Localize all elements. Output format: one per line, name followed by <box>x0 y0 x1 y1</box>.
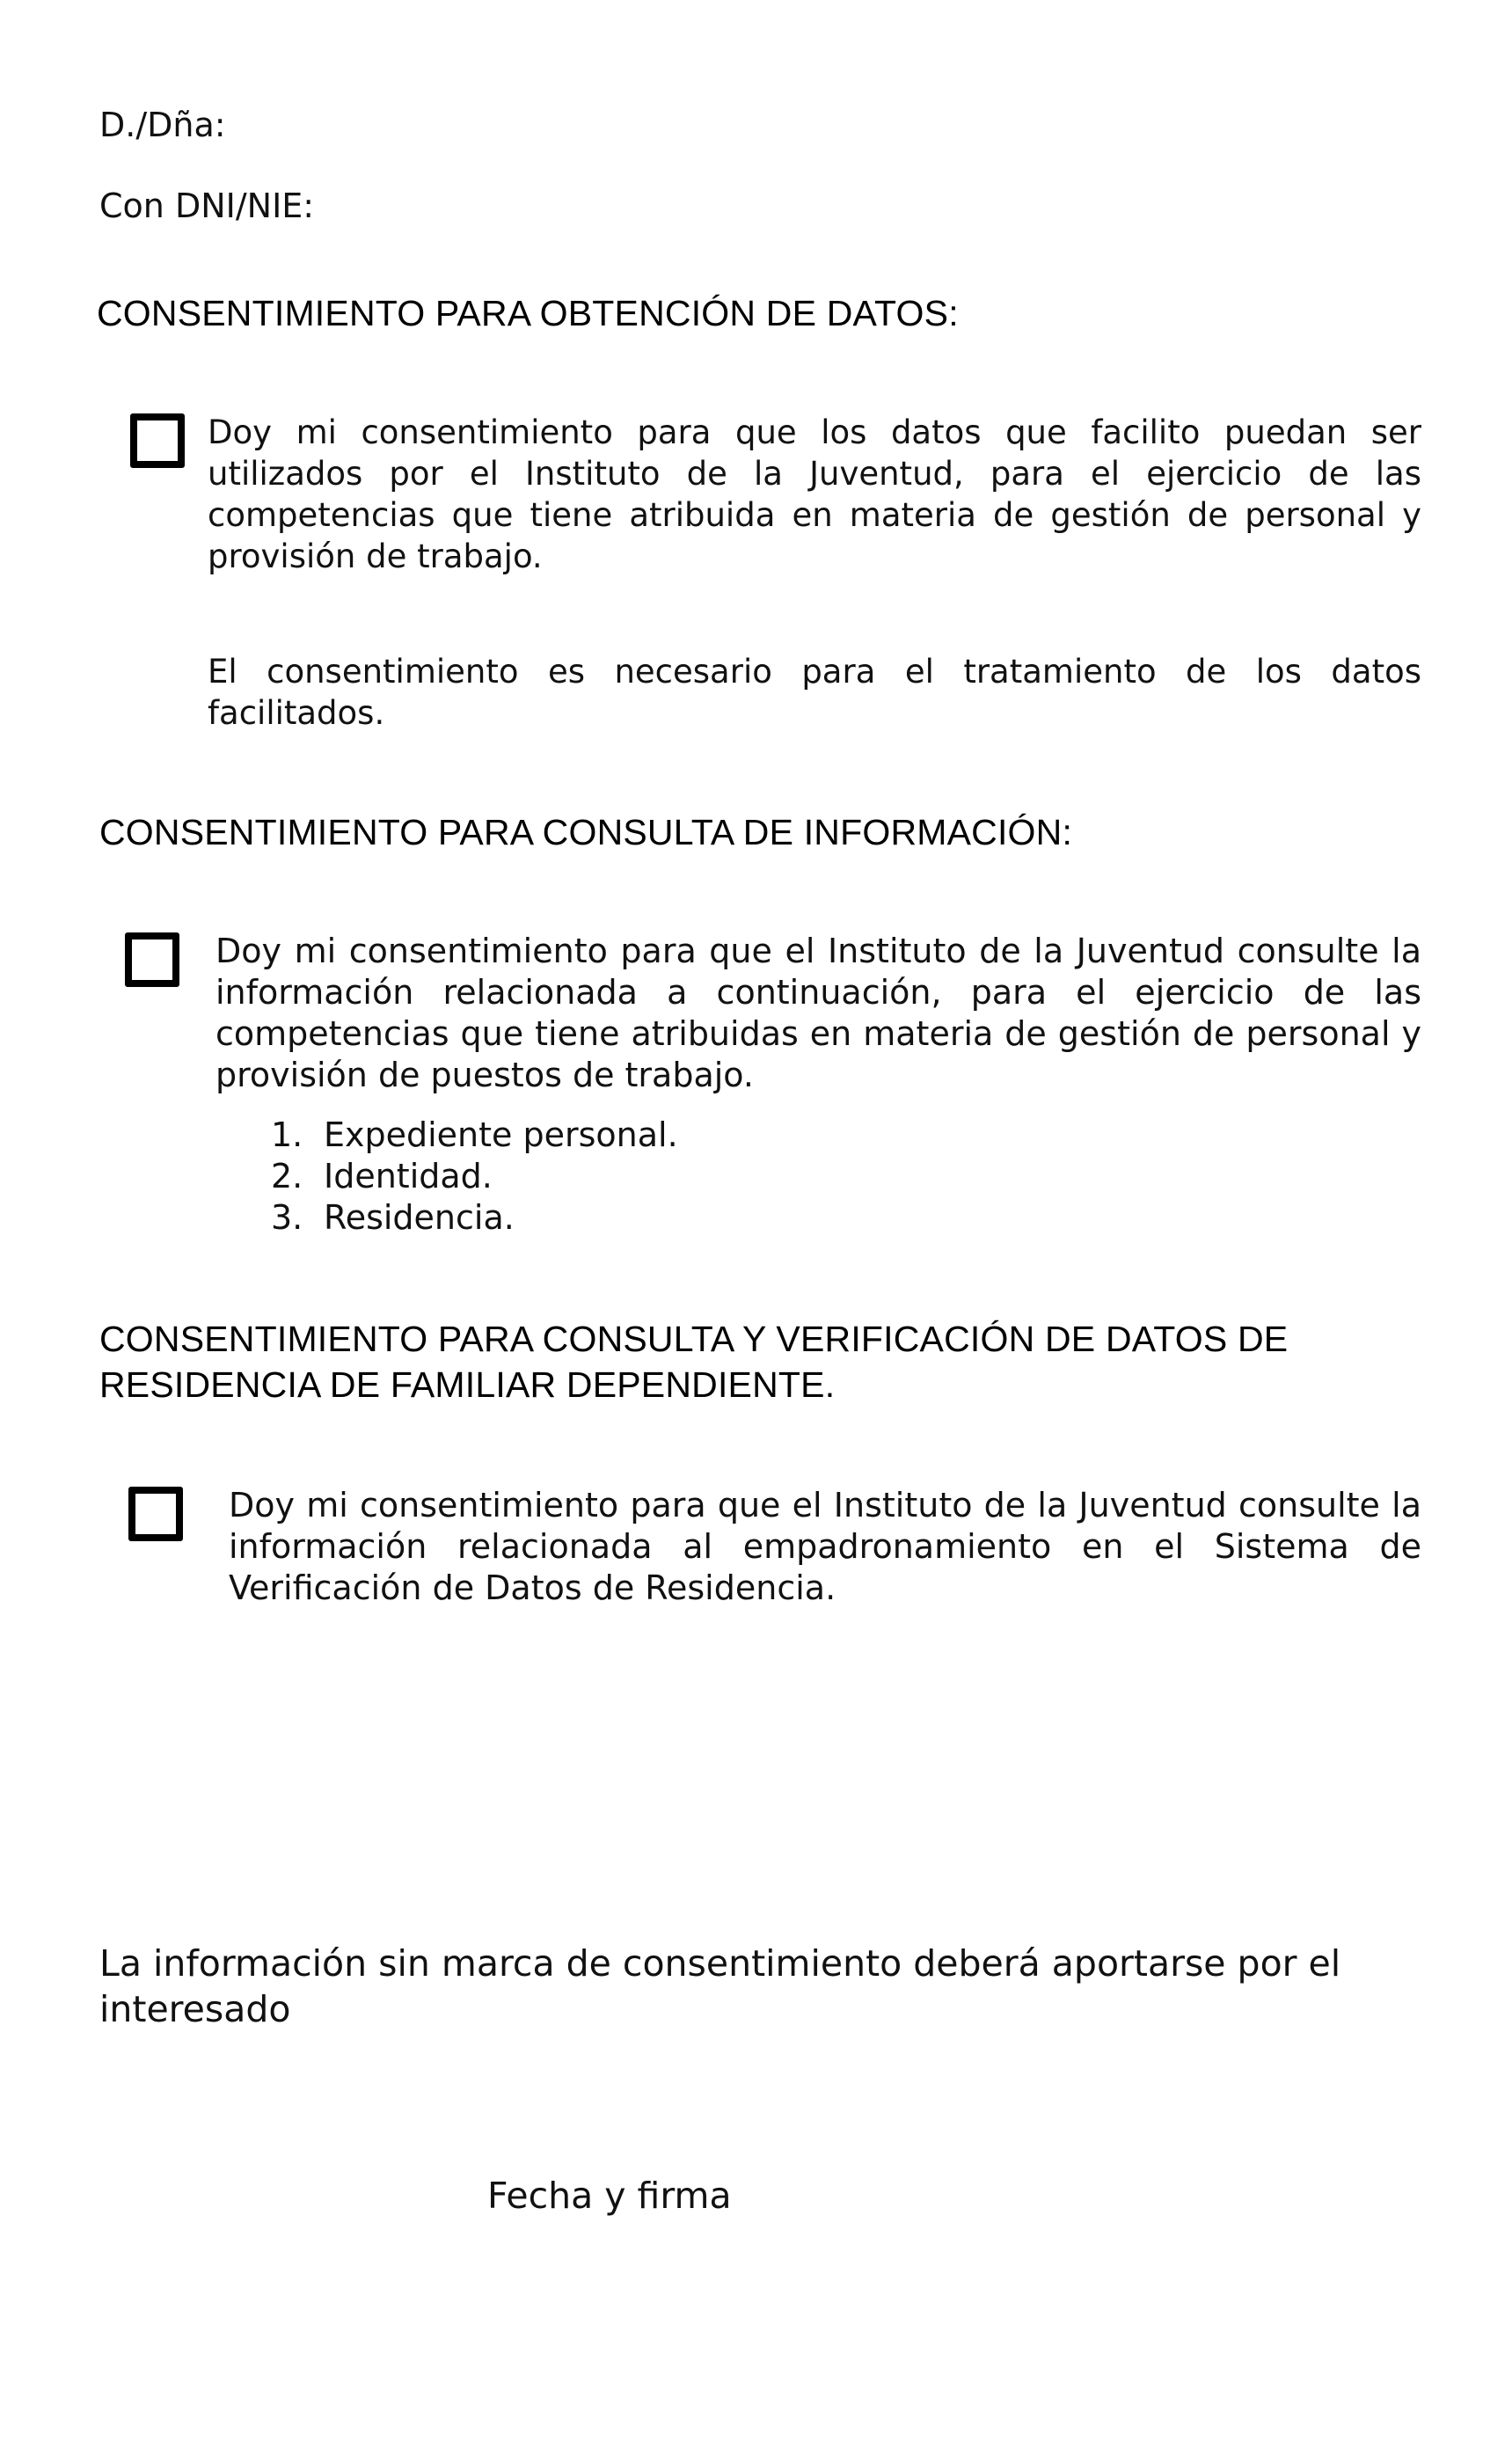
section2-consent-text: Doy mi consentimiento para que el Instituto de la Juventud consulte la información relacionada a continuación, para el ejercicio de las competencias que tiene atribuidas en materia de gestión de personal y provisión de puestos de trabajo. <box>215 932 1421 1094</box>
list-item-text: Expediente personal. <box>324 1115 678 1154</box>
section1-consent-checkbox[interactable] <box>130 413 185 468</box>
list-item-text: Identidad. <box>324 1157 493 1195</box>
section3-title-line2: RESIDENCIA DE FAMILIAR DEPENDIENTE. <box>99 1364 836 1405</box>
list-item-number: 2. <box>271 1157 303 1195</box>
section2-list <box>271 1115 1063 1239</box>
list-item-text: Residencia. <box>324 1198 515 1237</box>
list-item <box>271 1197 1063 1239</box>
signature-label: Fecha y firma <box>487 2175 732 2217</box>
section1-note: El consentimiento es necesario para el tratamiento de los datos facilitados. <box>208 653 1421 732</box>
list-item-number: 1. <box>271 1115 303 1154</box>
section3-consent-text: Doy mi consentimiento para que el Instituto de la Juventud consulte la información relacionada al empadronamiento en el Sistema de Verificación de Datos de Residencia. <box>229 1486 1421 1607</box>
name-label: D./Dña: <box>99 106 226 144</box>
section2-title: CONSENTIMIENTO PARA CONSULTA DE INFORMACIÓN: <box>99 812 1073 852</box>
list-item <box>271 1115 1063 1156</box>
section2-consent-checkbox[interactable] <box>125 932 179 987</box>
list-item-number: 3. <box>271 1198 303 1237</box>
section3-title-line1: CONSENTIMIENTO PARA CONSULTA Y VERIFICACIÓN DE DATOS DE <box>99 1319 1289 1359</box>
section1-consent-text: Doy mi consentimiento para que los datos que facilito puedan ser utilizados por el Instituto de la Juventud, para el ejercicio de las competencias que tiene atribuida en materia de gestión de personal y provisión de trabajo. <box>208 413 1421 575</box>
list-item <box>271 1156 1063 1197</box>
id-label: Con DNI/NIE: <box>99 186 315 225</box>
section1-title: CONSENTIMIENTO PARA OBTENCIÓN DE DATOS: <box>97 293 959 333</box>
section3-consent-checkbox[interactable] <box>128 1487 183 1541</box>
footer-note: La información sin marca de consentimiento deberá aportarse por el interesado <box>99 1942 1341 2030</box>
